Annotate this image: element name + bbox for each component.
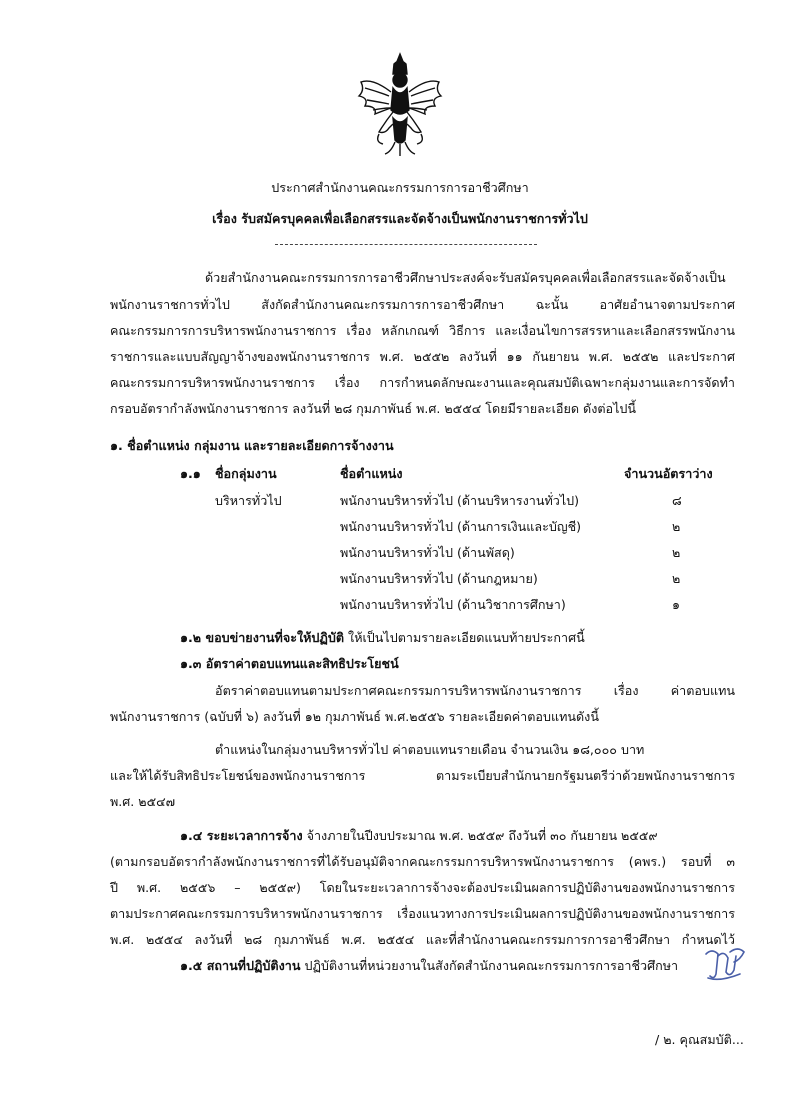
vacancy-cell: ๘: [672, 493, 682, 508]
section1-3-line: พ.ศ. ๒๕๔๗: [110, 794, 176, 809]
position-cell: พนักงานบริหารทั่วไป (ด้านกฎหมาย): [340, 571, 538, 586]
intro-line: ด้วยสำนักงานคณะกรรมการการอาชีวศึกษาประสงค์จะรับสมัครบุคคลเพื่อเลือกสรรและจัดจ้างเป็น: [205, 270, 726, 285]
next-page-reference: / ๒. คุณสมบัติ...: [655, 1032, 744, 1047]
title-divider: [275, 244, 537, 245]
section1-3-line: และให้ได้รับสิทธิประโยชน์ของพนักงานราชการ ตามระเบียบสำนักนายกรัฐมนตรีว่าด้วยพนักงานราชการ: [110, 768, 735, 783]
announcement-subject: เรื่อง รับสมัครบุคคลเพื่อเลือกสรรและจัดจ้างเป็นพนักงานราชการทั่วไป: [212, 211, 588, 226]
intro-line: พนักงานราชการทั่วไป สังกัดสำนักงานคณะกรรมการการอาชีวศึกษา ฉะนั้น อาศัยอำนาจตามประกาศ: [110, 297, 735, 312]
announcement-title: ประกาศสำนักงานคณะกรรมการการอาชีวศึกษา: [271, 180, 529, 195]
section1-4-line: ปี พ.ศ. ๒๕๕๖ – ๒๕๕๙) โดยในระยะเวลาการจ้างจะต้องประเมินผลการปฏิบัติงานของพนักงานราชการ: [110, 880, 735, 895]
position-cell: พนักงานบริหารทั่วไป (ด้านบริหารงานทั่วไป): [340, 493, 580, 508]
section1-4-line: (ตามกรอบอัตรากำลังพนักงานราชการที่ได้รับอนุมัติจากคณะกรรมการบริหารพนักงานราชการ (คพร.) รอบที่ ๓: [110, 854, 735, 869]
group-name: บริหารทั่วไป: [215, 493, 282, 508]
vacancy-cell: ๒: [672, 571, 681, 586]
section1-3-line: อัตราค่าตอบแทนตามประกาศคณะกรรมการบริหารพนักงานราชการ เรื่อง ค่าตอบแทน: [215, 683, 735, 698]
section1-4-heading: ๑.๔ ระยะเวลาการจ้าง: [180, 828, 303, 843]
col-group-header: ชื่อกลุ่มงาน: [215, 466, 277, 481]
section1-5: [180, 956, 678, 976]
section1-3-heading: ๑.๓ อัตราค่าตอบแทนและสิทธิประโยชน์: [180, 656, 399, 671]
intro-line: คณะกรรมการการบริหารพนักงานราชการ เรื่อง หลักเกณฑ์ วิธีการ และเงื่อนไขการสรรหาและเลือกสรรพนักงาน: [110, 323, 735, 338]
section1-4-line: พ.ศ. ๒๕๕๔ ลงวันที่ ๒๘ กุมภาพันธ์ พ.ศ. ๒๕๕๔ และที่สำนักงานคณะกรรมการการอาชีวศึกษา กำหนดไว้: [110, 932, 735, 947]
section1-3-line: ตำแหน่งในกลุ่มงานบริหารทั่วไป ค่าตอบแทนรายเดือน จำนวนเงิน ๑๘,๐๐๐ บาท: [215, 742, 645, 757]
section1-heading: ๑. ชื่อตำแหน่ง กลุ่มงาน และรายละเอียดการจ้างงาน: [110, 438, 394, 453]
section1-2-text: ให้เป็นไปตามรายละเอียดแนบท้ายประกาศนี้: [344, 630, 585, 645]
section1-1-number: ๑.๑: [180, 466, 201, 481]
section1-2: [180, 628, 585, 648]
section1-3-line: พนักงานราชการ (ฉบับที่ ๖) ลงวันที่ ๑๒ กุมภาพันธ์ พ.ศ.๒๕๕๖ รายละเอียดค่าตอบแทนดังนี้: [110, 709, 599, 724]
garuda-emblem-icon: [355, 48, 445, 158]
intro-line: กรอบอัตรากำลังพนักงานราชการ ลงวันที่ ๒๘ กุมภาพันธ์ พ.ศ. ๒๕๕๔ โดยมีรายละเอียด ดังต่อไปนี้: [110, 401, 637, 416]
section1-2-heading: ๑.๒ ขอบข่ายงานที่จะให้ปฏิบัติ: [180, 630, 345, 645]
intro-line: ราชการและแบบสัญญาจ้างของพนักงานราชการ พ.ศ. ๒๕๕๒ ลงวันที่ ๑๑ กันยายน พ.ศ. ๒๕๕๒ และประกาศ: [110, 349, 735, 364]
section1-4: [180, 826, 658, 846]
position-cell: พนักงานบริหารทั่วไป (ด้านการเงินและบัญชี): [340, 519, 582, 534]
section1-4-first-line: จ้างภายในปีงบประมาณ พ.ศ. ๒๕๕๙ ถึงวันที่ ๓๐ กันยายน ๒๕๕๙: [302, 828, 658, 843]
position-cell: พนักงานบริหารทั่วไป (ด้านวิชาการศึกษา): [340, 597, 566, 612]
vacancy-cell: ๑: [672, 597, 680, 612]
vacancy-cell: ๒: [672, 545, 681, 560]
col-vacancy-header: จำนวนอัตราว่าง: [624, 466, 713, 481]
section1-4-line: ตามประกาศคณะกรรมการบริหารพนักงานราชการ เรื่องแนวทางการประเมินผลการปฏิบัติงานของพนักงานราชการ: [110, 906, 735, 921]
col-position-header: ชื่อตำแหน่ง: [340, 466, 403, 481]
position-cell: พนักงานบริหารทั่วไป (ด้านพัสดุ): [340, 545, 515, 560]
section1-5-heading: ๑.๕ สถานที่ปฏิบัติงาน: [180, 958, 301, 973]
handwritten-initials-signature: [700, 944, 748, 984]
section1-5-text: ปฏิบัติงานที่หน่วยงานในสังกัดสำนักงานคณะกรรมการการอาชีวศึกษา: [300, 958, 679, 973]
intro-line: คณะกรรมการบริหารพนักงานราชการ เรื่อง การกำหนดลักษณะงานและคุณสมบัติเฉพาะกลุ่มงานและการจัดทำ: [110, 375, 735, 390]
vacancy-cell: ๒: [672, 519, 681, 534]
